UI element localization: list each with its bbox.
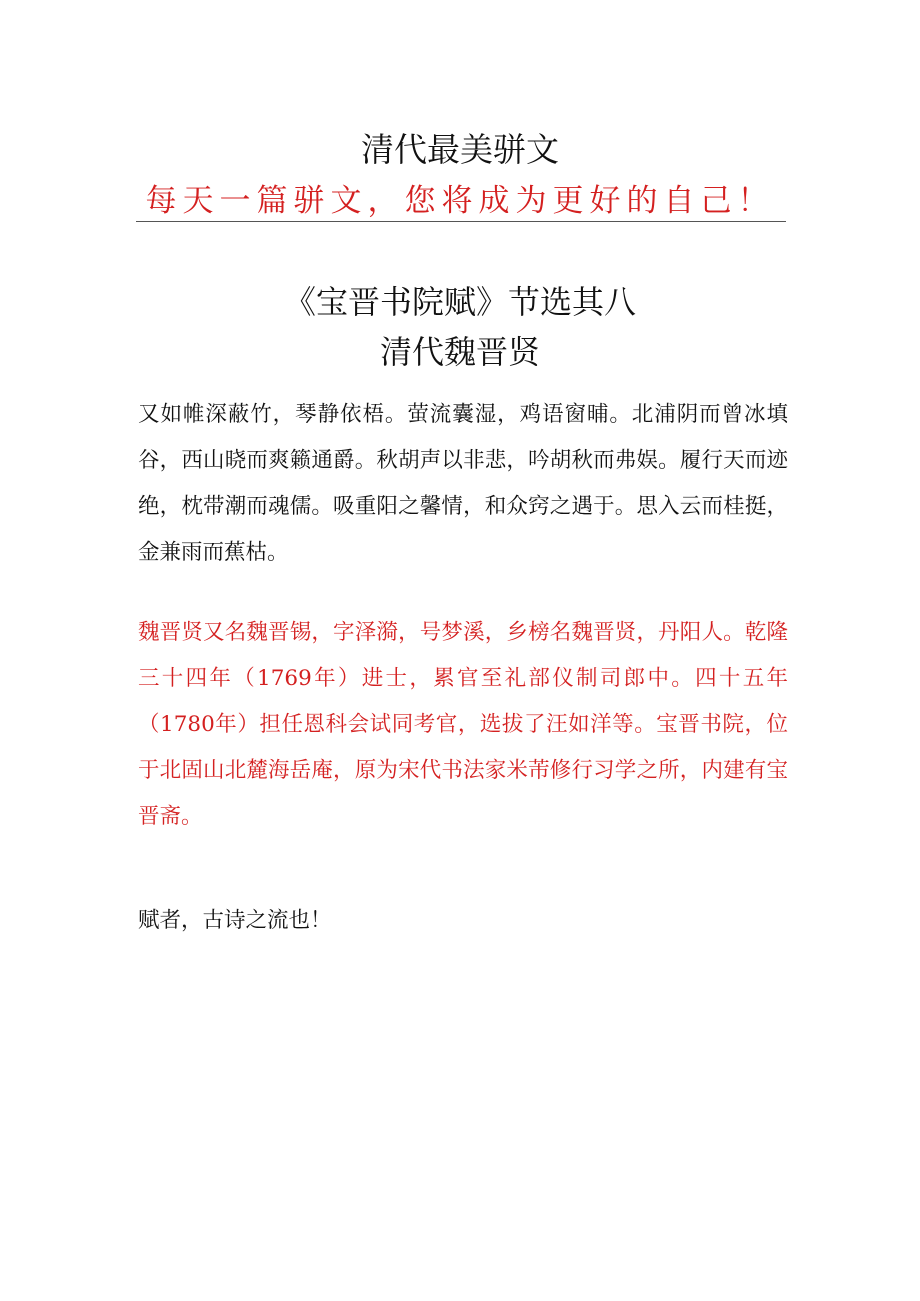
closing-line: 赋者，古诗之流也！ [138,908,332,933]
header-divider [136,221,786,222]
header-title: 清代最美骈文 [361,130,559,169]
work-author: 清代魏晋贤 [379,333,540,371]
poem-paragraph: 又如帷深蔽竹，琴静依梧。萤流囊湿，鸡语窗晡。北浦阴而曾冰填谷，西山晓而爽籁通爵。秋胡声以非悲，吟胡秋而弗娱。履行天而迹绝，枕带潮而魂儒。吸重阳之馨情，和众窍之遇于。思入云而桂挺，金兼雨而蕉枯。 [138,402,788,565]
author-note-paragraph: 魏晋贤又名魏晋锡，字泽漪，号梦溪，乡榜名魏晋贤，丹阳人。乾隆三十四年（1769年）进士，累官至礼部仪制司郎中。四十五年（1780年）担任恩科会试同考官，选拔了汪如洋等。宝晋书院，位于北固山北麓海岳庵，原为宋代书法家米芾修行习学之所，内建有宝晋斋。 [138,620,788,829]
header-subtitle: 每天一篇骈文，您将成为更好的自己！ [145,183,775,219]
work-title: 《宝晋书院赋》节选其八 [283,283,636,321]
